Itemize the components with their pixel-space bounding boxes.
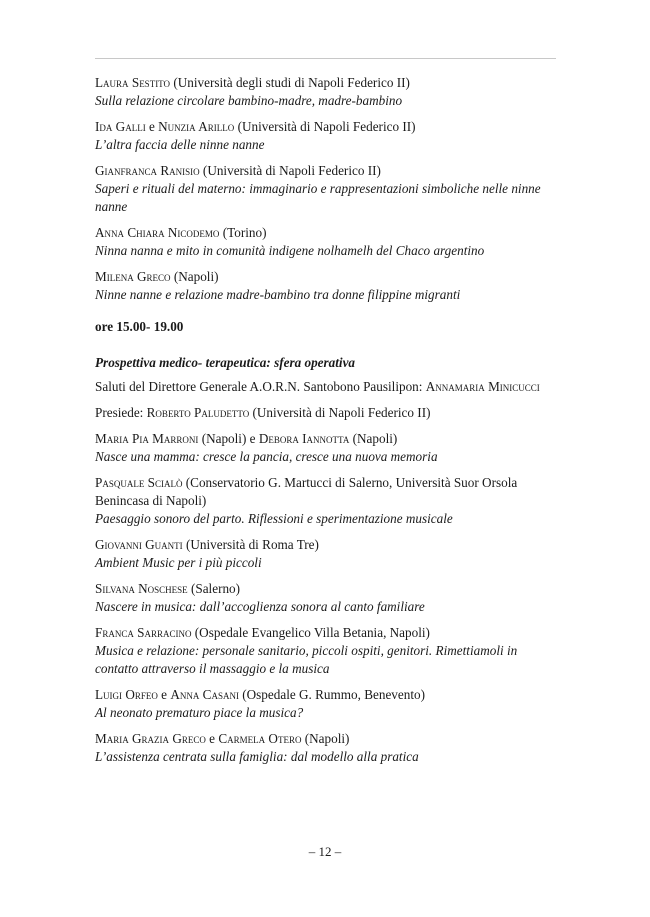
talk-title: Sulla relazione circolare bambino-madre, madre-bambino [95, 93, 403, 108]
talk-title: L’altra faccia delle ninne nanne [95, 137, 265, 152]
speaker-name: Gianfranca Ranisio [95, 163, 200, 178]
speaker-name: Maria Grazia Greco [95, 731, 206, 746]
program-entry [95, 580, 557, 616]
page-number: – 12 – [308, 844, 342, 859]
program-entry [95, 224, 557, 260]
speaker-affiliation: (Università di Napoli Federico II) [234, 119, 416, 134]
program-entry [95, 74, 557, 110]
talk-title: L’assistenza centrata sulla famiglia: dal modello alla pratica [95, 749, 419, 764]
speaker-line [95, 162, 557, 180]
speaker-name: Franca Sarracino [95, 625, 192, 640]
speaker-line [95, 536, 557, 554]
speaker-name: Maria Pia Marroni [95, 431, 199, 446]
speaker-name: Anna Casani [170, 687, 239, 702]
speaker-affiliation: (Conservatorio G. Martucci di Salerno, Università Suor Orsola Benincasa di Napoli) [95, 475, 518, 508]
program-entry [95, 268, 557, 304]
speaker-line [95, 580, 557, 598]
talk-title: Musica e relazione: personale sanitario, piccoli ospiti, genitori. Rimettiamoli in contatto attraverso il massaggio e la musica [95, 643, 518, 676]
speaker-affiliation: (Università di Roma Tre) [182, 537, 319, 552]
program-entry [95, 686, 557, 722]
speaker-name: Laura Sestito [95, 75, 171, 90]
program-entry [95, 118, 557, 154]
program-entry [95, 162, 557, 216]
speaker-line [95, 118, 557, 136]
speaker-line [95, 74, 557, 92]
talk-title: Saperi e rituali del materno: immaginario e rappresentazioni simboliche nelle ninne nanne [95, 181, 541, 214]
greetings-text: Saluti del Direttore Generale A.O.R.N. Santobono Pausilipon: [95, 379, 426, 394]
greetings-name: Annamaria Minicucci [425, 379, 540, 394]
speaker-affiliation: (Università degli studi di Napoli Federico II) [170, 75, 410, 90]
speaker-affiliation: (Università di Napoli Federico II) [199, 163, 381, 178]
name-connector: e [157, 687, 171, 702]
speaker-name: Milena Greco [95, 269, 171, 284]
speaker-name: Anna Chiara Nicodemo [95, 225, 220, 240]
speaker-affiliation: (Napoli) [349, 431, 398, 446]
talk-title: Ninna nanna e mito in comunità indigene nolhamelh del Chaco argentino [95, 243, 485, 258]
talk-title: Paesaggio sonoro del parto. Riflessioni e sperimentazione musicale [95, 511, 453, 526]
session-time: ore 15.00- 19.00 [95, 319, 184, 334]
speaker-affiliation: (Ospedale G. Rummo, Benevento) [238, 687, 426, 702]
talk-title: Nascere in musica: dall’accoglienza sonora al canto familiare [95, 599, 425, 614]
name-connector: e [145, 119, 159, 134]
program-content [95, 74, 557, 774]
session-heading: Prospettiva medico- terapeutica: sfera operativa [95, 355, 356, 370]
chair-affiliation: (Università di Napoli Federico II) [249, 405, 431, 420]
talk-title: Ambient Music per i più piccoli [95, 555, 262, 570]
speaker-name: Luigi Orfeo [95, 687, 158, 702]
speaker-name: Ida Galli [95, 119, 146, 134]
speaker-affiliation: (Torino) [219, 225, 267, 240]
program-entry [95, 430, 557, 466]
talk-title: Ninne nanne e relazione madre-bambino tra donne filippine migranti [95, 287, 461, 302]
speaker-line [95, 474, 557, 510]
speaker-line [95, 430, 557, 448]
speaker-name: Silvana Noschese [95, 581, 188, 596]
speaker-name: Nunzia Arillo [158, 119, 235, 134]
talk-title: Nasce una mamma: cresce la pancia, cresce una nuova memoria [95, 449, 438, 464]
speaker-affiliation: (Napoli) [170, 269, 219, 284]
speaker-line [95, 624, 557, 642]
speaker-line [95, 730, 557, 748]
speaker-name: Giovanni Guanti [95, 537, 183, 552]
speaker-affiliation: (Napoli) [301, 731, 350, 746]
talk-title: Al neonato prematuro piace la musica? [95, 705, 304, 720]
chair-line [95, 404, 557, 422]
chair-text: Presiede: [95, 405, 147, 420]
speaker-line [95, 686, 557, 704]
speaker-affiliation: (Napoli) [198, 431, 247, 446]
speaker-name: Pasquale Scialò [95, 475, 183, 490]
name-connector: e [246, 431, 259, 446]
speaker-name: Debora Iannotta [258, 431, 350, 446]
speaker-line [95, 268, 557, 286]
program-entry [95, 536, 557, 572]
program-entry [95, 730, 557, 766]
speaker-line [95, 224, 557, 242]
header-rule [95, 58, 556, 59]
chair-name: Roberto Paludetto [146, 405, 250, 420]
speaker-affiliation: (Ospedale Evangelico Villa Betania, Napoli) [191, 625, 430, 640]
speaker-name: Carmela Otero [218, 731, 302, 746]
speaker-affiliation: (Salerno) [187, 581, 241, 596]
greetings-line [95, 378, 557, 396]
program-entry [95, 474, 557, 528]
name-connector: e [205, 731, 219, 746]
program-entry [95, 624, 557, 678]
